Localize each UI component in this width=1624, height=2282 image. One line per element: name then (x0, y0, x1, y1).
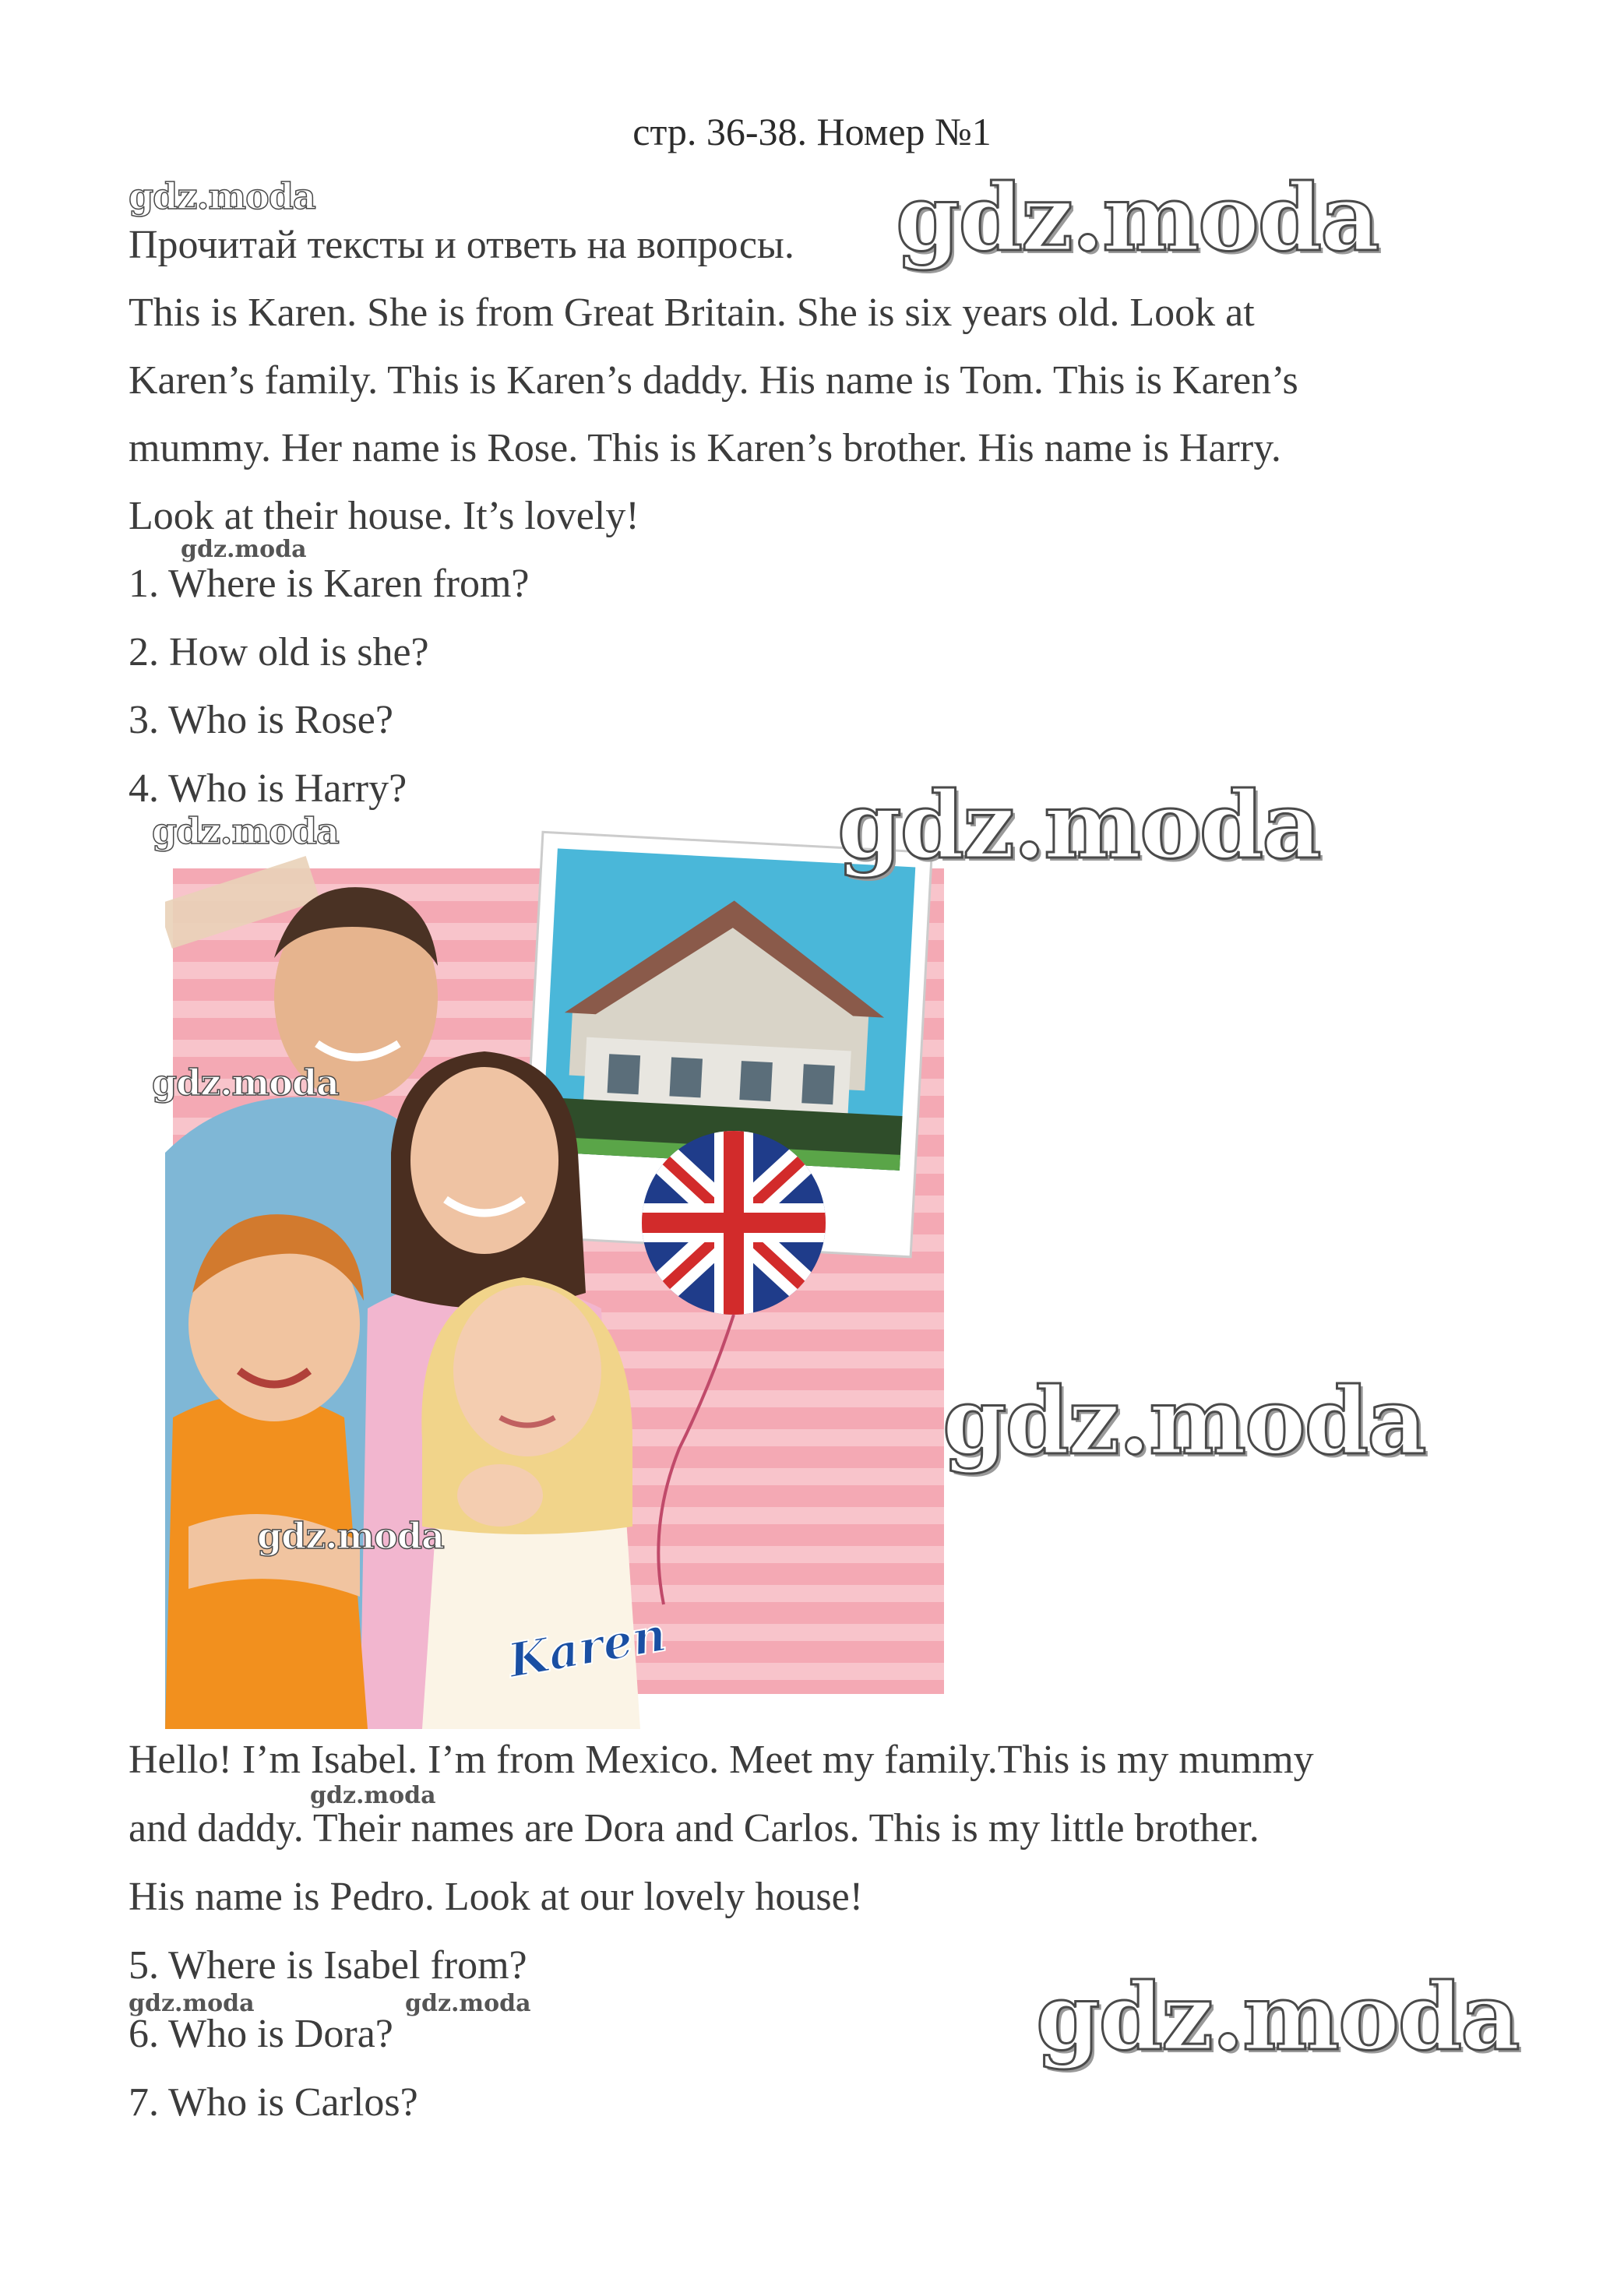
question-7: 7. Who is Carlos? (129, 2080, 418, 2125)
text1-line: mummy. Her name is Rose. This is Karen’s brother. His name is Harry. (129, 426, 1281, 470)
text2-line: Hello! I’m Isabel. I’m from Mexico. Meet my family.This is my mummy (129, 1738, 1314, 1782)
karen-name-tag: Karen (504, 1607, 671, 1689)
watermark: gdz.moda (257, 1515, 444, 1557)
watermark: gdz.moda (152, 810, 339, 852)
watermark: gdz.moda (129, 175, 315, 217)
question-3: 3. Who is Rose? (129, 698, 393, 742)
question-2: 2. How old is she? (129, 630, 429, 674)
watermark: gdz.moda (310, 1782, 436, 1809)
text2-line: His name is Pedro. Look at our lovely house! (129, 1875, 864, 1919)
watermark: gdz.moda (181, 536, 307, 563)
text1-line: This is Karen. She is from Great Britain. She is six years old. Look at (129, 291, 1255, 335)
family-illustration (165, 826, 967, 1729)
question-4: 4. Who is Harry? (129, 766, 407, 811)
task-instruction: Прочитай тексты и ответь на вопросы. (129, 223, 794, 267)
watermark: gdz.moda (1036, 1963, 1519, 2071)
text1-line: Karen’s family. This is Karen’s daddy. His name is Tom. This is Karen’s (129, 358, 1298, 403)
watermark: gdz.moda (896, 164, 1379, 272)
question-6: 6. Who is Dora? (129, 2012, 393, 2056)
watermark: gdz.moda (942, 1367, 1425, 1475)
watermark: gdz.moda (405, 1990, 531, 2017)
page-title: стр. 36-38. Номер №1 (632, 110, 992, 153)
text2-line: and daddy. Their names are Dora and Carlos. This is my little brother. (129, 1806, 1259, 1851)
watermark: gdz.moda (129, 1990, 255, 2017)
text1-line: Look at their house. It’s lovely! (129, 494, 639, 538)
boy-figure (165, 1214, 368, 1729)
watermark: gdz.moda (837, 771, 1320, 879)
question-1: 1. Where is Karen from? (129, 562, 530, 606)
watermark: gdz.moda (152, 1062, 339, 1104)
question-5: 5. Where is Isabel from? (129, 1943, 527, 1988)
